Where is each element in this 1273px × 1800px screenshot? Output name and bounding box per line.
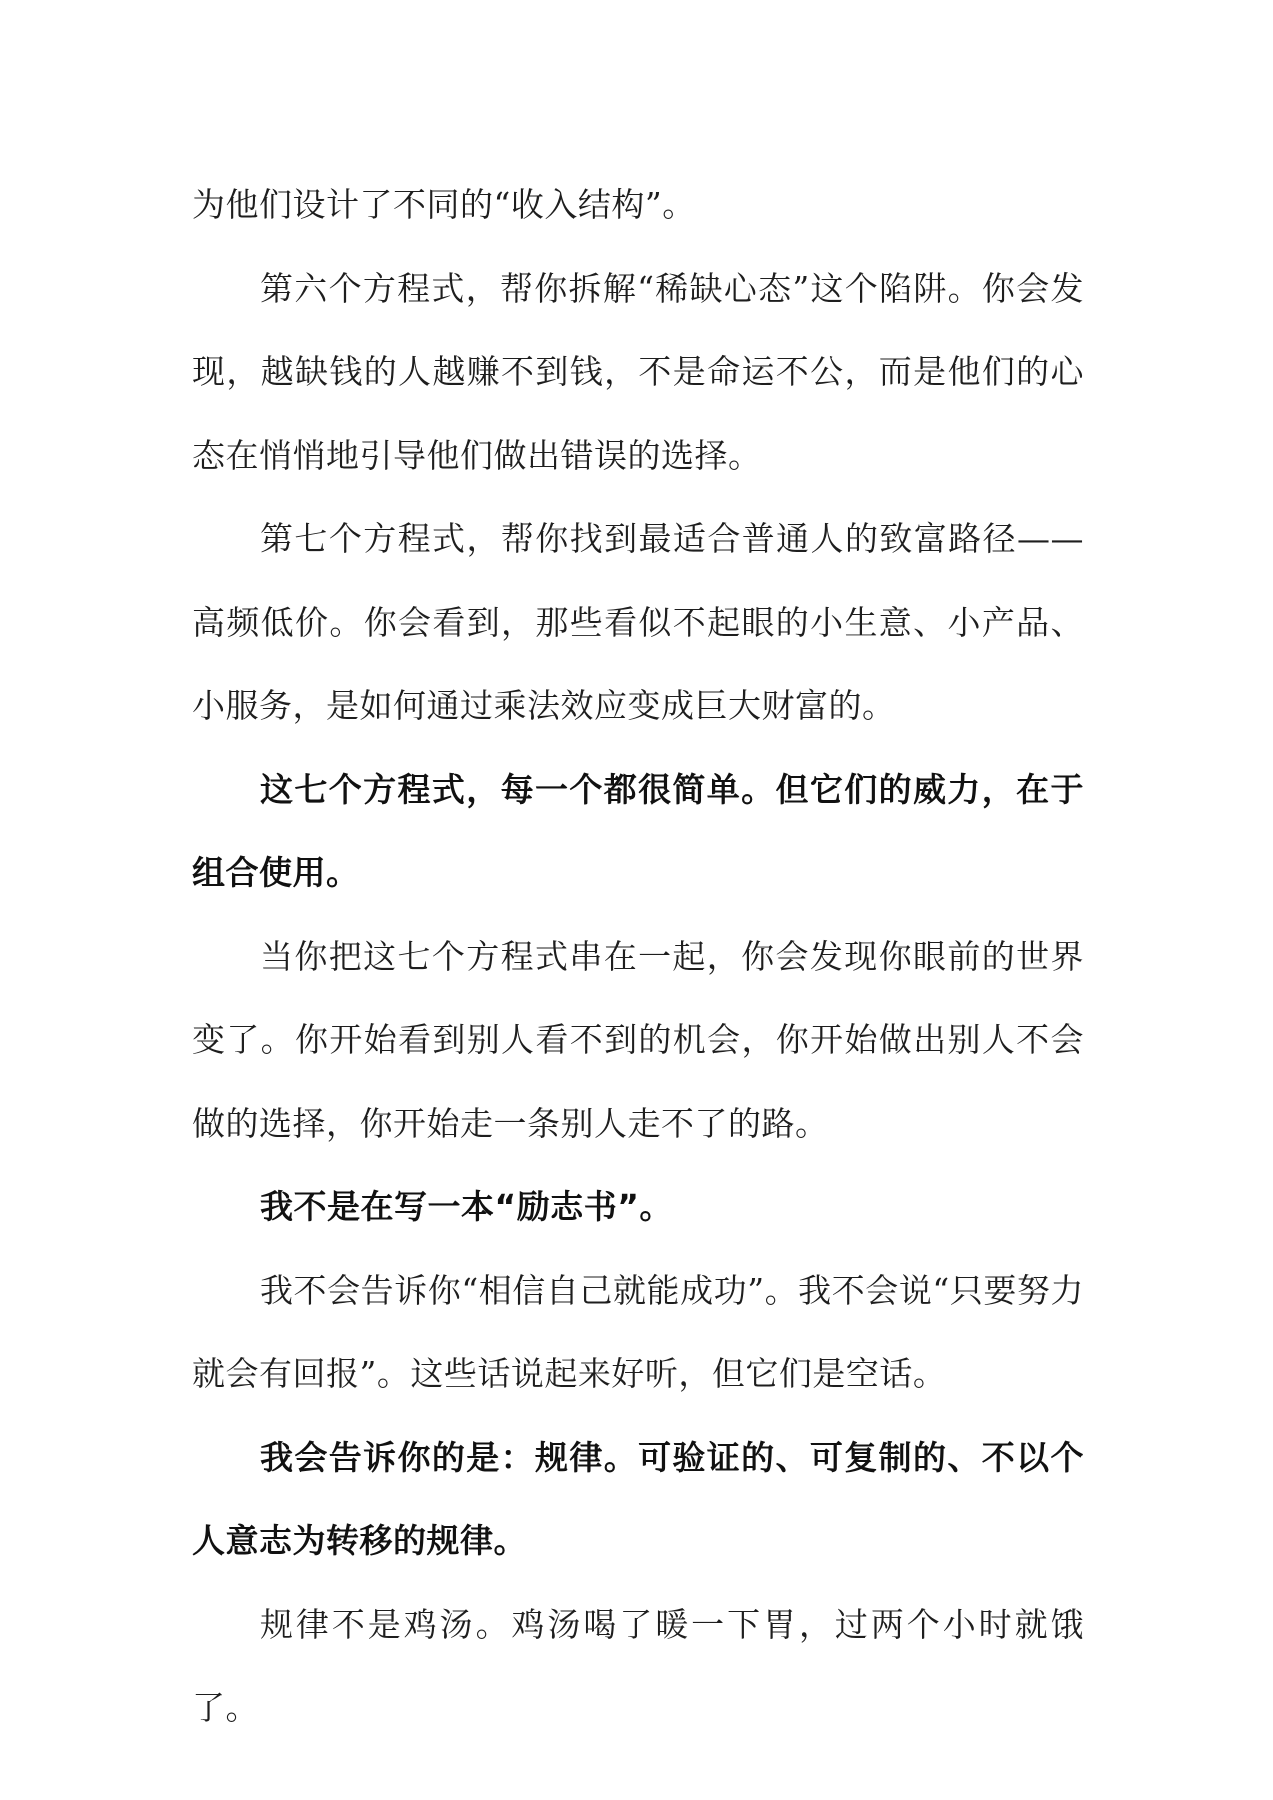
paragraph-equation-six: 第六个方程式，帮你拆解“稀缺心态”这个陷阱。你会发现，越缺钱的人越赚不到钱，不是命运不公，而是他们的心态在悄悄地引导他们做出错误的选择。 [192, 268, 1084, 475]
paragraph-seven-equations-combined: 这七个方程式，每一个都很简单。但它们的威力，在于组合使用。 [192, 769, 1084, 892]
paragraph-not-motivational-book: 我不是在写一本“励志书”。 [260, 1187, 673, 1226]
paragraph-income-structure: 为他们设计了不同的“收入结构”。 [192, 185, 696, 224]
document-body [192, 163, 1084, 1750]
paragraph-equation-seven: 第七个方程式，帮你找到最适合普通人的致富路径——高频低价。你会看到，那些看似不起眼的小生意、小产品、小服务，是如何通过乘法效应变成巨大财富的。 [192, 519, 1084, 725]
paragraph-empty-words: 我不会告诉你“相信自己就能成功”。我不会说“只要努力就会有回报”。这些话说起来好听，但它们是空话。 [192, 1270, 1084, 1393]
paragraph-rules: 我会告诉你的是：规律。可验证的、可复制的、不以个人意志为转移的规律。 [192, 1437, 1084, 1560]
paragraph-rules-not-soup: 规律不是鸡汤。鸡汤喝了暖一下胃，过两个小时就饿了。 [192, 1604, 1084, 1727]
paragraph-world-changes: 当你把这七个方程式串在一起，你会发现你眼前的世界变了。你开始看到别人看不到的机会，你开始做出别人不会做的选择，你开始走一条别人走不了的路。 [192, 936, 1084, 1143]
